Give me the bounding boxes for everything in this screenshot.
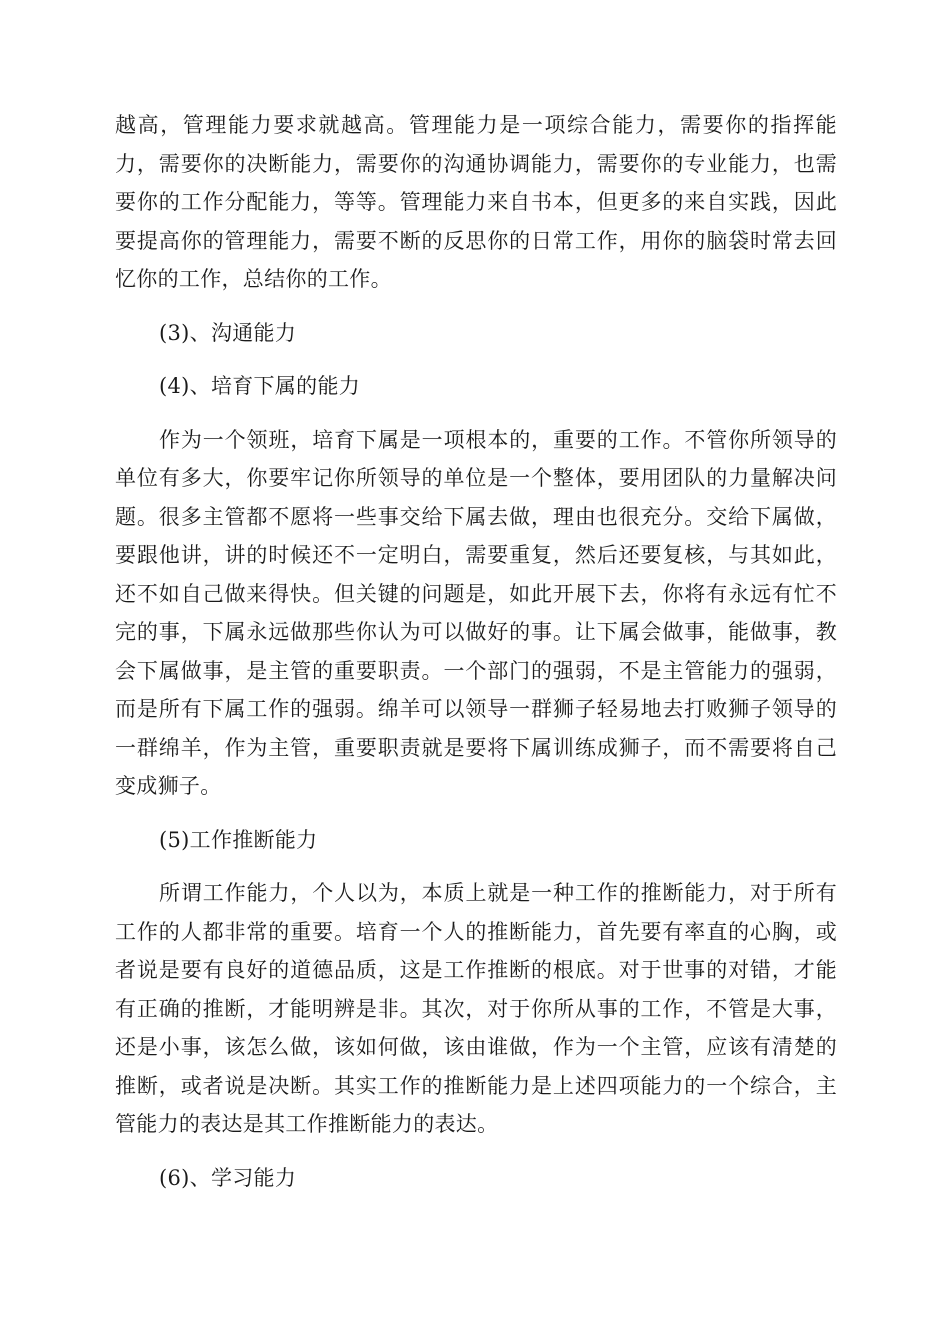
paragraph-management-continued: 越高，管理能力要求就越高。管理能力是一项综合能力，需要你的指挥能力，需要你的决断能力，需要你的沟通协调能力，需要你的专业能力，也需要你的工作分配能力，等等。管理能力来自书本，但更多的来自实践，因此要提高你的管理能力，需要不断的反思你的日常工作，用你的脑袋时常去回忆你的工作，总结你的工作。 — [115, 113, 837, 291]
heading-learning: (6)、学习能力 — [159, 1165, 297, 1190]
paragraph-work-judgment: 所谓工作能力，个人以为，本质上就是一种工作的推断能力，对于所有工作的人都非常的重要。培育一个人的推断能力，首先要有率直的心胸，或者说是要有良好的道德品质，这是工作推断的根底。对于世事的对错，才能有正确的推断，才能明辨是非。其次，对于你所从事的工作，不管是大事，还是小事，该怎么做，该如何做，该由谁做，作为一个主管，应该有清楚的推断，或者说是决断。其实工作的推断能力是上述四项能力的一个综合，主管能力的表达是其工作推断能力的表达。 — [115, 881, 837, 1136]
heading-train-subordinates: (4)、培育下属的能力 — [159, 374, 361, 398]
paragraph-train-subordinates: 作为一个领班，培育下属是一项根本的，重要的工作。不管你所领导的单位有多大，你要牢记你所领导的单位是一个整体，要用团队的力量解决问题。很多主管都不愿将一些事交给下属去做，理由也很充分。交给下属做，要跟他讲，讲的时候还不一定明白，需要重复，然后还要复核，与其如此，还不如自己做来得快。但关键的问题是，如此开展下去，你将有永远有忙不完的事，下属永远做那些你认为可以做好的事。让下属会做事，能做事，教会下属做事，是主管的重要职责。一个部门的强弱，不是主管能力的强弱，而是所有下属工作的强弱。绵羊可以领导一群狮子轻易地去打败狮子领导的一群绵羊，作为主管，重要职责就是要将下属训练成狮子，而不需要将自己变成狮子。 — [115, 427, 837, 798]
heading-work-judgment: (5)工作推断能力 — [159, 827, 318, 852]
document-body — [115, 106, 837, 1212]
heading-communication: (3)、沟通能力 — [159, 320, 297, 345]
